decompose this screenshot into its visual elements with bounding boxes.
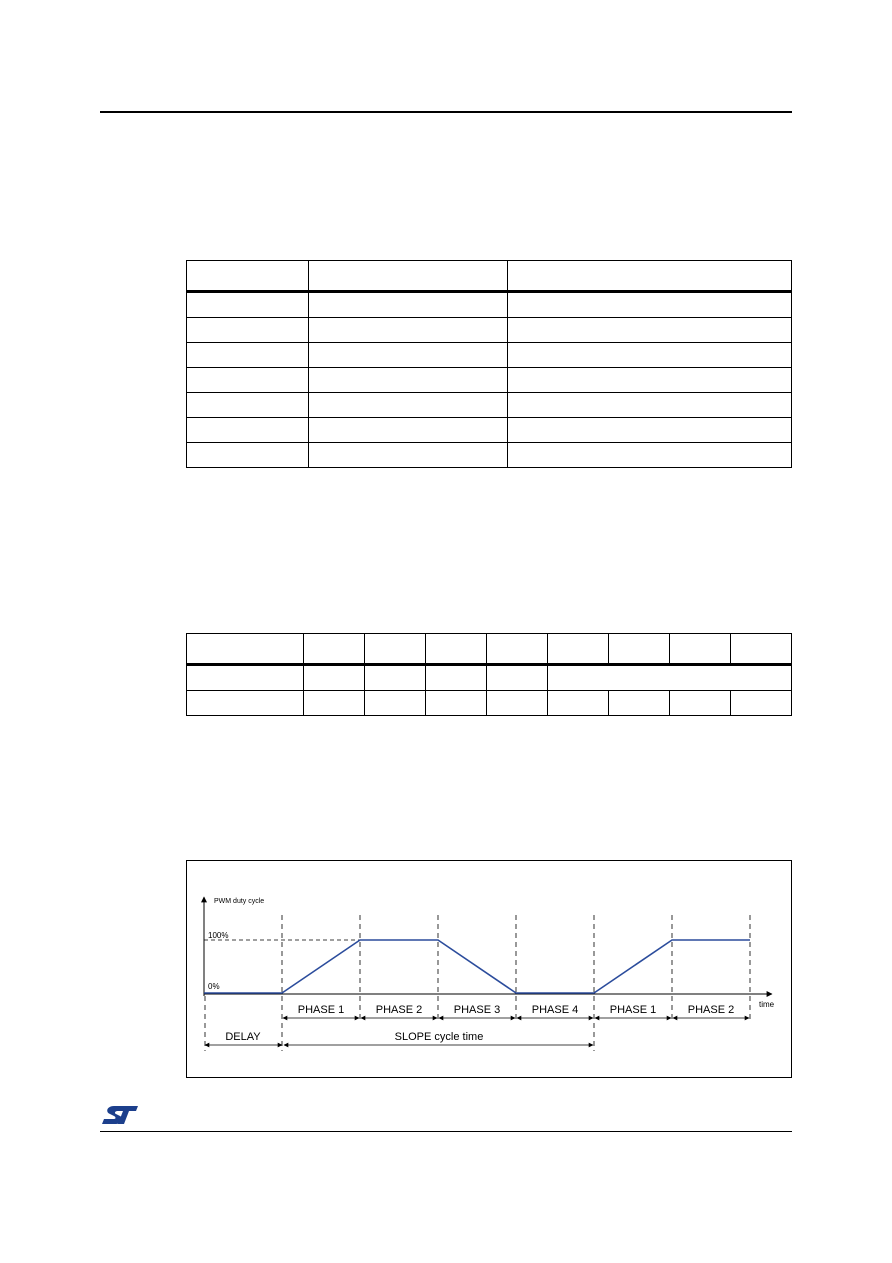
- table-cell: [426, 665, 487, 691]
- table-cell: [309, 292, 508, 318]
- y-axis-label-line1: PWM duty cycle: [214, 898, 265, 905]
- phase-label: PHASE 4: [531, 1004, 579, 1016]
- table-cell: [187, 368, 309, 393]
- pwm-slope-figure: [186, 860, 792, 1078]
- table-row: [187, 368, 792, 393]
- table-cell: [309, 368, 508, 393]
- register-table: [186, 260, 792, 468]
- table-cell: [508, 343, 792, 368]
- table-cell: [508, 292, 792, 318]
- table-cell: [508, 418, 792, 443]
- table-row: [187, 343, 792, 368]
- table-cell: [731, 691, 792, 716]
- bitfield-table: [186, 633, 792, 716]
- delay-label: DELAY: [225, 1031, 261, 1043]
- table-cell: [426, 634, 487, 665]
- table-cell: [304, 691, 365, 716]
- table-cell: [187, 418, 309, 443]
- y-tick-0: 0%: [208, 982, 220, 991]
- table-cell: [309, 443, 508, 468]
- table-cell: [508, 261, 792, 292]
- table-cell: [309, 418, 508, 443]
- table-header-row: [187, 261, 792, 292]
- table-cell: [187, 292, 309, 318]
- table-cell: [609, 634, 670, 665]
- phase-label: PHASE 3: [453, 1004, 501, 1016]
- table-cell: [609, 691, 670, 716]
- table-cell: [187, 261, 309, 292]
- slope-cycle-label: SLOPE cycle time: [394, 1031, 484, 1043]
- table-row: [187, 292, 792, 318]
- table-cell: [187, 691, 304, 716]
- y-tick-100: 100%: [208, 931, 229, 940]
- table-cell: [304, 634, 365, 665]
- table-cell: [365, 665, 426, 691]
- table-cell: [508, 443, 792, 468]
- table-cell: [670, 691, 731, 716]
- table-cell: [187, 393, 309, 418]
- table-cell: [548, 634, 609, 665]
- table-cell: [309, 261, 508, 292]
- x-axis-label: time: [759, 1000, 775, 1009]
- table-cell: [365, 691, 426, 716]
- table-cell: [426, 691, 487, 716]
- phase-label: PHASE 1: [609, 1004, 657, 1016]
- table-cell: [487, 665, 548, 691]
- table-row: [187, 318, 792, 343]
- table-cell: [548, 691, 609, 716]
- table-cell: [187, 665, 304, 691]
- pwm-slope-chart: [187, 861, 791, 1077]
- table-cell: [487, 691, 548, 716]
- table-cell: [487, 634, 548, 665]
- table-cell: [365, 634, 426, 665]
- table-row: [187, 418, 792, 443]
- table-cell: [187, 443, 309, 468]
- table-cell-merged: [548, 665, 792, 691]
- table-row: [187, 393, 792, 418]
- table-cell: [309, 393, 508, 418]
- table-cell: [309, 343, 508, 368]
- table-row: [187, 665, 792, 691]
- table-row: [187, 691, 792, 716]
- footer-rule: [100, 1131, 792, 1132]
- table-cell: [508, 318, 792, 343]
- phase-label: PHASE 2: [687, 1004, 735, 1016]
- table-cell: [731, 634, 792, 665]
- table-cell: [670, 634, 731, 665]
- table-cell: [304, 665, 365, 691]
- table-cell: [187, 634, 304, 665]
- header-rule: [100, 111, 792, 113]
- table-cell: [187, 318, 309, 343]
- table-cell: [508, 368, 792, 393]
- table-cell: [309, 318, 508, 343]
- pwm-duty-series: [204, 940, 750, 993]
- table-cell: [508, 393, 792, 418]
- phase-label: PHASE 2: [375, 1004, 423, 1016]
- table-cell: [187, 343, 309, 368]
- table-header-row: [187, 634, 792, 665]
- st-logo-icon: [100, 1104, 140, 1126]
- phase-label: PHASE 1: [297, 1004, 345, 1016]
- table-row: [187, 443, 792, 468]
